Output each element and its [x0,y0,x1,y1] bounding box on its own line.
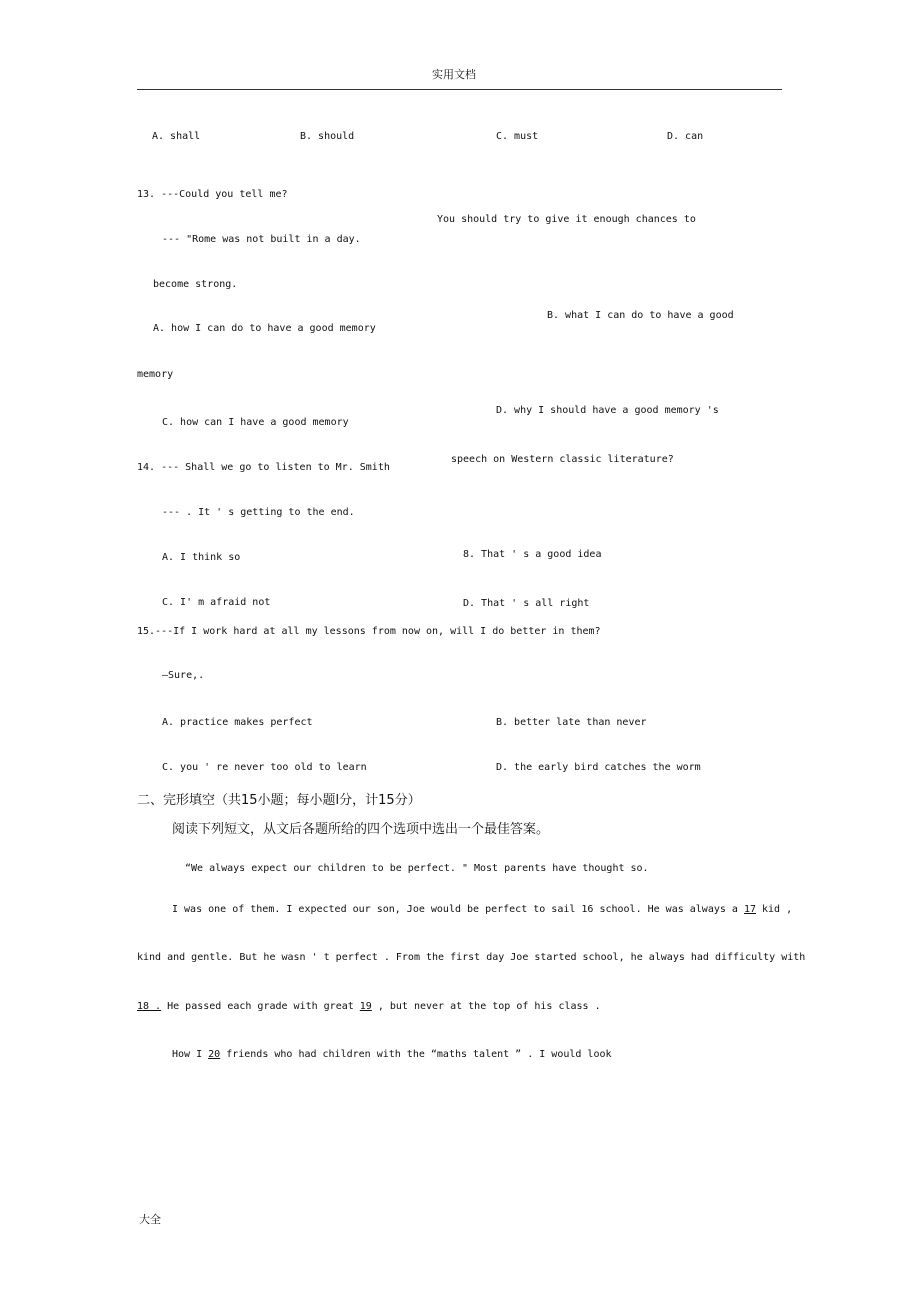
passage-line-3: kind and gentle. But he wasn ' t perfect . From the first day Joe started school, he always had difficulty with [137,952,806,963]
passage-text: How I [172,1049,209,1060]
blank-18: 18 . [137,1001,162,1012]
passage-text: kid , [756,904,793,915]
passage-text: I was one of them. I expected our son, Joe would be perfect to sail 16 school. He was always a [172,904,744,915]
page-footer: 大全 [139,1213,161,1226]
passage-line-4 [137,1000,601,1013]
page-header-title: 实用文档 [432,68,476,81]
q15-option-d: D. the early bird catches the worm [496,762,701,773]
q12-option-c: C. must [496,131,539,142]
q13-stem: 13. ---Could you tell me? [137,189,288,200]
passage-line-2 [172,903,792,916]
passage-text: friends who had children with the “maths talent ” . I would look [220,1049,612,1060]
q13-reply-cont: become strong. [153,279,238,290]
q14-option-c: C. I' m afraid not [162,597,271,608]
blank-17: 17 [743,904,756,915]
q15-option-b: B. better late than never [496,717,647,728]
section2-instruction: 阅读下列短文，从文后各题所给的四个选项中选出一个最佳答案。 [172,822,550,837]
q14-reply: --- . It ' s getting to the end. [162,507,355,518]
q13-option-a: A. how I can do to have a good memory [153,323,376,334]
q12-option-d: D. can [667,131,704,142]
q13-option-c: C. how can I have a good memory [162,417,349,428]
q14-stem-right: speech on Western classic literature? [451,454,674,465]
passage-text: , but never at the top of his class . [371,1001,601,1012]
q14-option-a: A. I think so [162,552,241,563]
q15-option-c: C. you ' re never too old to learn [162,762,367,773]
passage-line-5 [172,1048,612,1061]
q13-option-d: D. why I should have a good memory 's [496,405,719,416]
q13-reply-right: You should try to give it enough chances to [437,214,696,225]
q13-option-b-cont: memory [137,369,174,380]
q15-option-a: A. practice makes perfect [162,717,313,728]
q15-reply: —Sure,. [162,670,205,681]
q15-stem: 15.---If I work hard at all my lessons from now on, will I do better in them? [137,626,601,637]
q14-option-d: D. That ' s all right [463,598,590,609]
q13-option-b: B. what I can do to have a good [547,310,734,321]
q12-option-b: B. should [300,131,355,142]
passage-text: He passed each grade with great [161,1001,360,1012]
q12-option-a: A. shall [152,131,201,142]
passage-line-1: “We always expect our children to be perfect. " Most parents have thought so. [185,863,649,874]
section2-title: 二、完形填空（共15小题；每小题l分，计15分） [137,793,421,808]
q14-option-b: 8. That ' s a good idea [463,549,602,560]
blank-19: 19 [359,1001,372,1012]
q14-stem: 14. --- Shall we go to listen to Mr. Smith [137,462,390,473]
header-divider [137,89,782,90]
q13-reply: --- "Rome was not built in a day. [162,234,361,245]
blank-20: 20 [208,1049,221,1060]
